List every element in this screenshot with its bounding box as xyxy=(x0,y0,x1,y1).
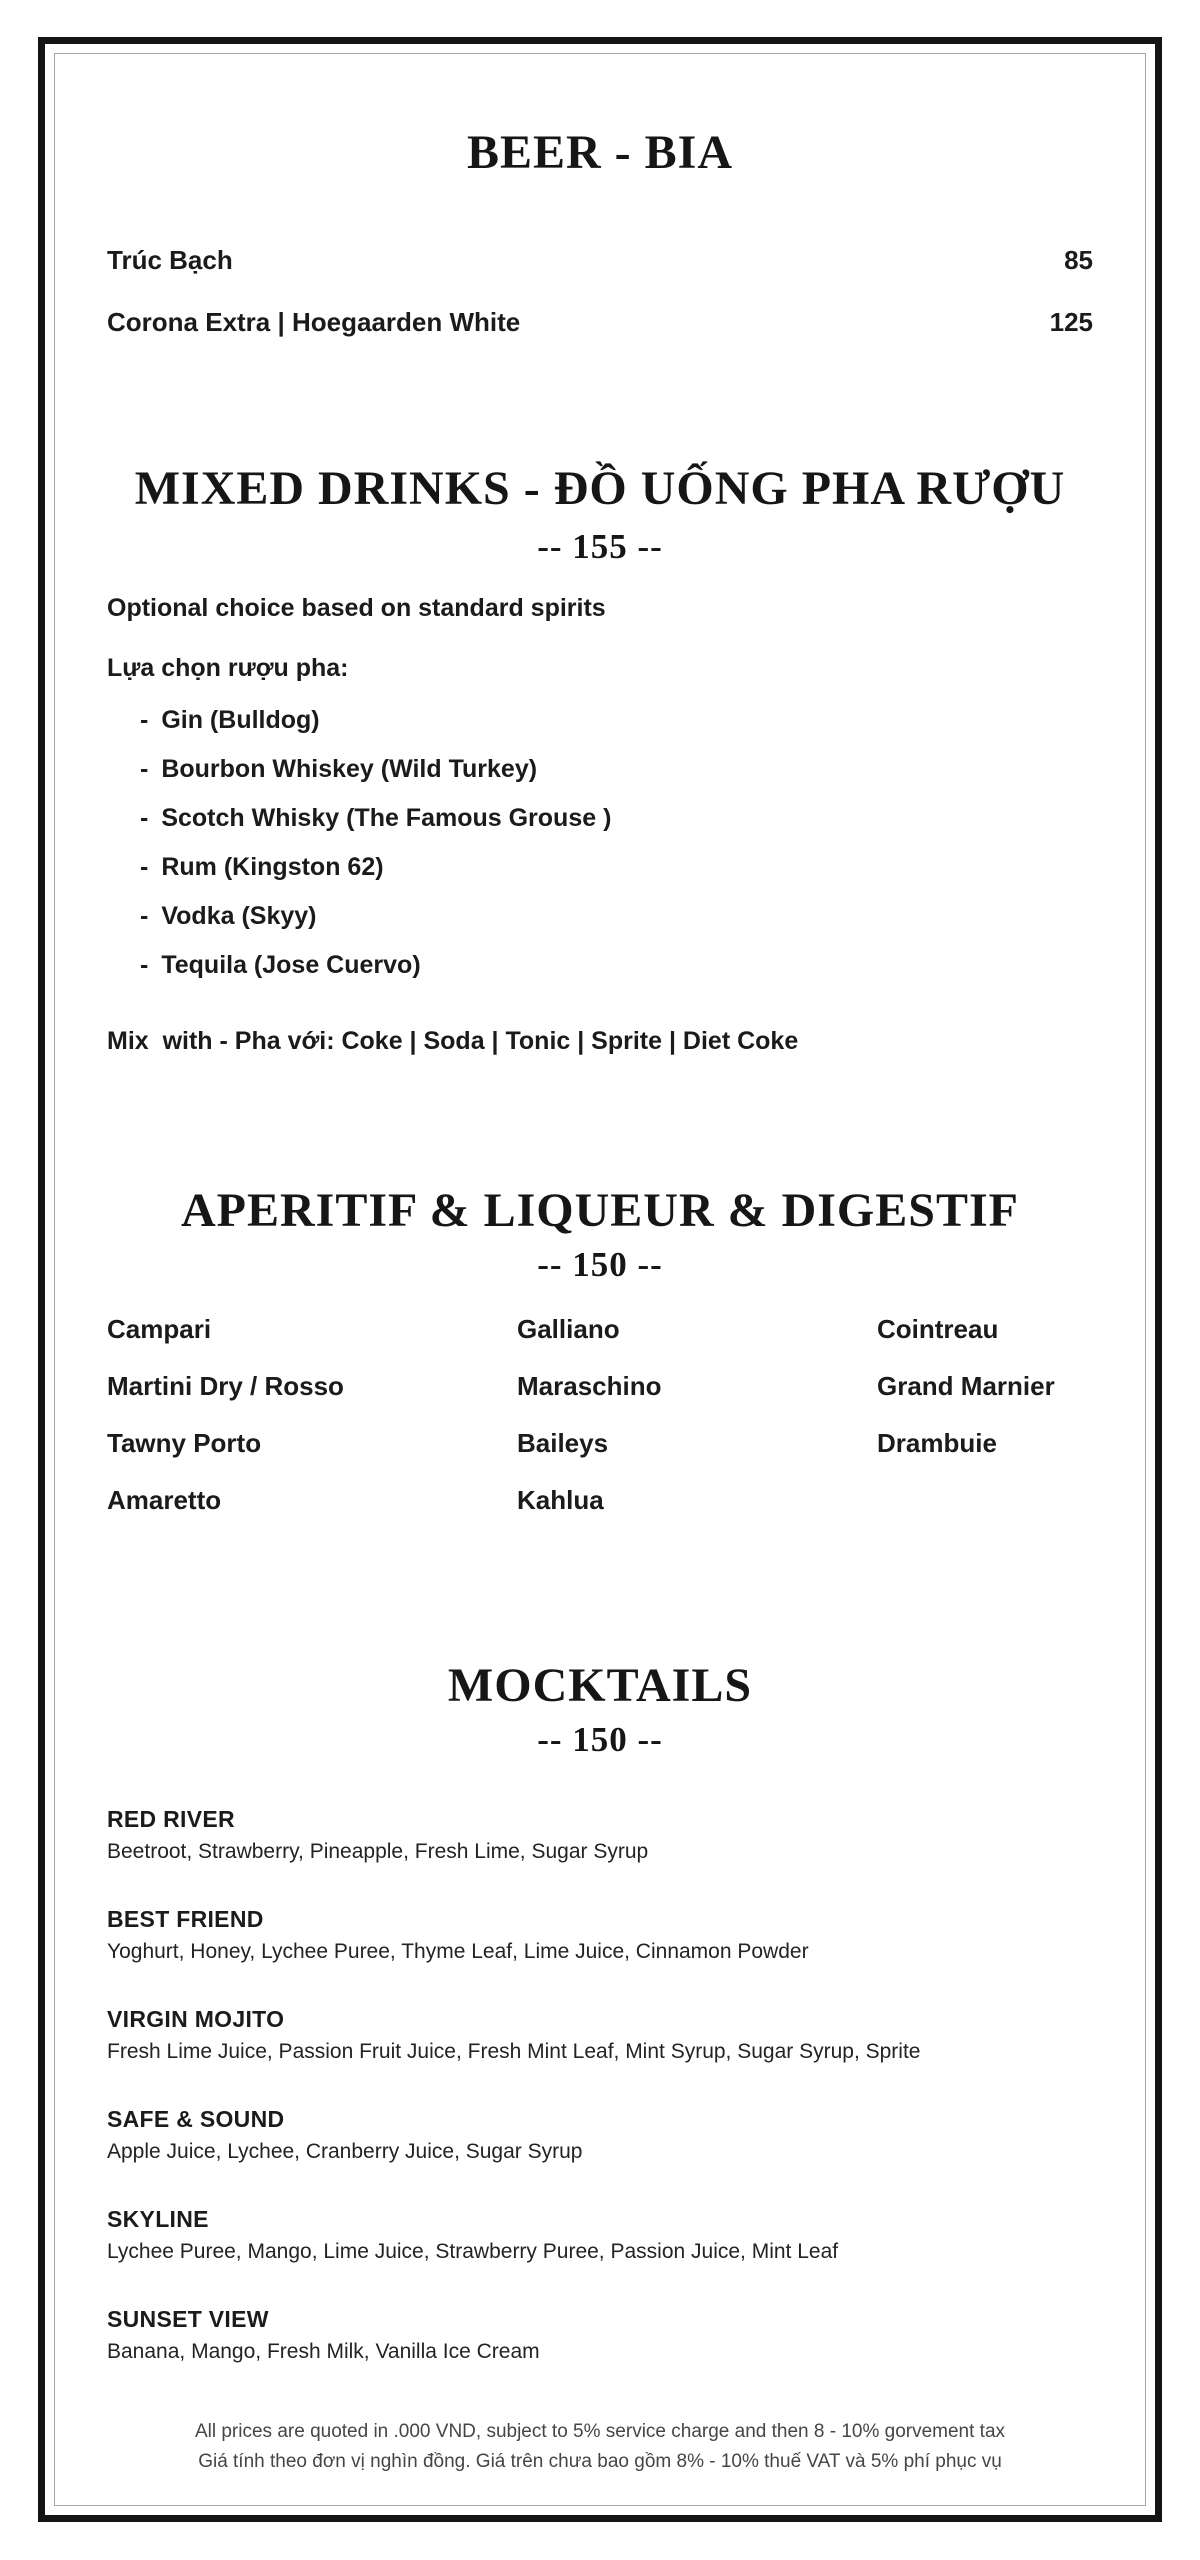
menu-frame xyxy=(38,37,1162,2522)
mocktail-ingredients: Beetroot, Strawberry, Pineapple, Fresh Lime, Sugar Syrup xyxy=(107,1840,649,1863)
mocktail-name: VIRGIN MOJITO xyxy=(107,2006,285,2032)
spirit-item xyxy=(140,901,1093,931)
aperitif-price: -- 150 -- xyxy=(537,1245,663,1284)
mixed-drinks-note-vietnamese: Lựa chọn rượu pha: xyxy=(107,654,349,682)
mixed-drinks-price: -- 155 -- xyxy=(537,527,663,566)
mocktail-name: SUNSET VIEW xyxy=(107,2306,269,2332)
spirit-list xyxy=(140,705,1093,980)
item-name: Trúc Bạch xyxy=(107,245,233,275)
liqueur-name: Grand Marnier xyxy=(877,1371,1055,1401)
liqueur-column-3 xyxy=(877,1313,1093,1541)
liqueur-name: Kahlua xyxy=(517,1485,604,1515)
spirit-item xyxy=(140,705,1093,735)
mocktail-ingredients: Banana, Mango, Fresh Milk, Vanilla Ice Cream xyxy=(107,2340,540,2363)
mocktail-ingredients: Yoghurt, Honey, Lychee Puree, Thyme Leaf, Lime Juice, Cinnamon Powder xyxy=(107,1940,809,1963)
mocktail-name: BEST FRIEND xyxy=(107,1906,264,1932)
mocktail-ingredients: Apple Juice, Lychee, Cranberry Juice, Sugar Syrup xyxy=(107,2140,583,2163)
liqueur-name: Tawny Porto xyxy=(107,1428,262,1458)
liqueur-name: Amaretto xyxy=(107,1485,222,1515)
item-price: 125 xyxy=(1049,307,1093,337)
mocktail-name: SAFE & SOUND xyxy=(107,2106,285,2132)
footer-note-vietnamese: Giá tính theo đơn vị nghìn đồng. Giá trên chưa bao gồm 8% - 10% thuế VAT và 5% phí phục vụ xyxy=(198,2451,1002,2472)
mocktail-name: RED RIVER xyxy=(107,1806,235,1832)
liqueur-grid xyxy=(107,1313,1093,1541)
mocktail-entry xyxy=(107,2205,1093,2265)
menu-item-row xyxy=(107,244,1093,276)
mocktail-entry xyxy=(107,1805,1093,1865)
spirit-label: Tequila (Jose Cuervo) xyxy=(161,951,421,979)
liqueur-name: Galliano xyxy=(517,1314,620,1344)
liqueur-name: Drambuie xyxy=(877,1428,997,1458)
section-aperitif xyxy=(107,1186,1093,1541)
liqueur-name: Baileys xyxy=(517,1428,609,1458)
spirit-item xyxy=(140,803,1093,833)
mocktail-entry xyxy=(107,2105,1093,2165)
mixers-line: Mix with - Pha với: Coke | Soda | Tonic | Sprite | Diet Coke xyxy=(107,1027,799,1055)
bullet-dash: - xyxy=(140,853,149,881)
bullet-dash: - xyxy=(140,755,149,783)
spirit-label: Gin (Bulldog) xyxy=(161,706,320,734)
spirit-item xyxy=(140,950,1093,980)
item-price: 85 xyxy=(1064,245,1093,275)
footer-notes xyxy=(55,2417,1145,2477)
beer-list xyxy=(107,244,1093,338)
liqueur-name: Maraschino xyxy=(517,1371,662,1401)
spirit-item xyxy=(140,852,1093,882)
item-name: Corona Extra | Hoegaarden White xyxy=(107,307,521,337)
liqueur-name: Martini Dry / Rosso xyxy=(107,1371,344,1401)
spirit-label: Rum (Kingston 62) xyxy=(161,853,384,881)
mixed-drinks-section-title: MIXED DRINKS - ĐỒ UỐNG PHA RƯỢU xyxy=(134,462,1066,515)
mocktails-price: -- 150 -- xyxy=(537,1720,663,1759)
beer-section-title: BEER - BIA xyxy=(466,126,734,179)
spirit-label: Bourbon Whiskey (Wild Turkey) xyxy=(161,755,538,783)
mocktail-entry xyxy=(107,2305,1093,2365)
mocktail-ingredients: Fresh Lime Juice, Passion Fruit Juice, Fresh Mint Leaf, Mint Syrup, Sugar Syrup, Sprite xyxy=(107,2040,921,2063)
aperitif-section-title: APERITIF & LIQUEUR & DIGESTIF xyxy=(181,1184,1019,1237)
bullet-dash: - xyxy=(140,902,149,930)
spirit-label: Vodka (Skyy) xyxy=(161,902,317,930)
liqueur-name: Cointreau xyxy=(877,1314,999,1344)
liqueur-name: Campari xyxy=(107,1314,212,1344)
mocktail-ingredients: Lychee Puree, Mango, Lime Juice, Strawberry Puree, Passion Juice, Mint Leaf xyxy=(107,2240,839,2263)
bullet-dash: - xyxy=(140,951,149,979)
mocktail-entry xyxy=(107,2005,1093,2065)
mocktail-list xyxy=(107,1805,1093,2365)
bullet-dash: - xyxy=(140,804,149,832)
mocktail-entry xyxy=(107,1905,1093,1965)
section-mixed-drinks xyxy=(107,464,1093,1056)
spirit-label: Scotch Whisky (The Famous Grouse ) xyxy=(161,804,612,832)
mixed-drinks-note-english: Optional choice based on standard spirits xyxy=(107,594,606,622)
menu-inner-border xyxy=(54,53,1146,2506)
menu-item-row xyxy=(107,306,1093,338)
liqueur-column-1 xyxy=(107,1313,517,1541)
spirit-item xyxy=(140,754,1093,784)
section-beer xyxy=(107,128,1093,338)
liqueur-column-2 xyxy=(517,1313,877,1541)
mocktail-name: SKYLINE xyxy=(107,2206,209,2232)
section-mocktails xyxy=(107,1661,1093,2365)
footer-note-english: All prices are quoted in .000 VND, subject to 5% service charge and then 8 - 10% gorvement tax xyxy=(194,2421,1006,2442)
bullet-dash: - xyxy=(140,706,149,734)
mocktails-section-title: MOCKTAILS xyxy=(447,1659,753,1712)
